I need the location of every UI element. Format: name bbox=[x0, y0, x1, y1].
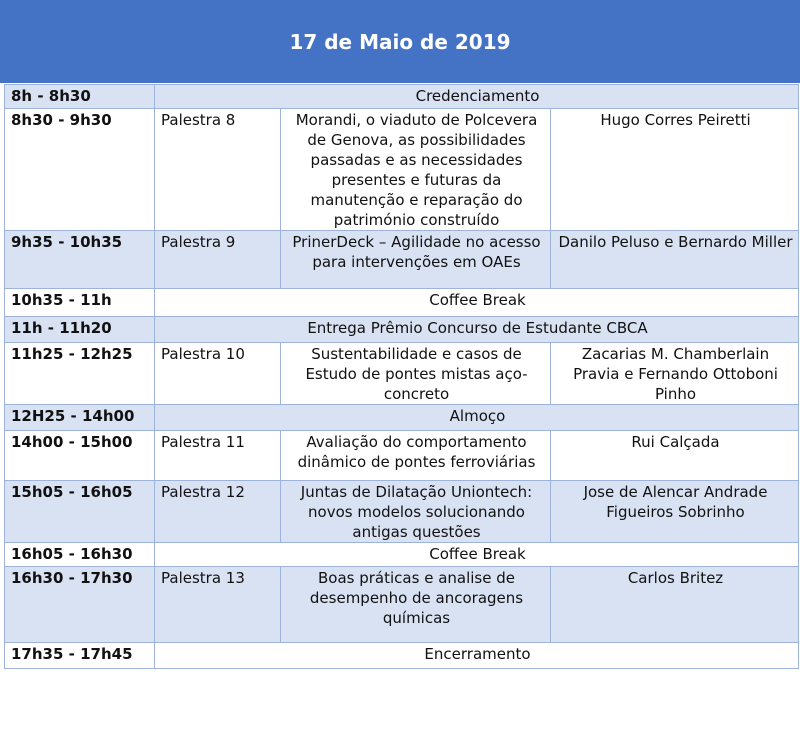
schedule-table bbox=[4, 84, 799, 669]
table-row bbox=[5, 405, 799, 431]
table-row bbox=[5, 643, 799, 669]
event-cell: Credenciamento bbox=[155, 85, 799, 109]
table-row bbox=[5, 543, 799, 567]
speaker-cell: Carlos Britez bbox=[551, 567, 799, 643]
time-cell: 16h30 - 17h30 bbox=[5, 567, 155, 643]
schedule-header bbox=[0, 0, 800, 83]
table-row bbox=[5, 289, 799, 317]
talk-title-cell: Avaliação do comportamento dinâmico de pontes ferroviárias bbox=[281, 431, 551, 481]
talk-title-cell: Juntas de Dilatação Uniontech: novos modelos solucionando antigas questões bbox=[281, 481, 551, 543]
speaker-cell: Jose de Alencar Andrade Figueiros Sobrinho bbox=[551, 481, 799, 543]
time-cell: 8h - 8h30 bbox=[5, 85, 155, 109]
event-cell: Encerramento bbox=[155, 643, 799, 669]
time-cell: 17h35 - 17h45 bbox=[5, 643, 155, 669]
talk-title-cell: Sustentabilidade e casos de Estudo de pontes mistas aço-concreto bbox=[281, 343, 551, 405]
event-cell: Almoço bbox=[155, 405, 799, 431]
table-row bbox=[5, 343, 799, 405]
event-cell: Entrega Prêmio Concurso de Estudante CBCA bbox=[155, 317, 799, 343]
event-cell: Coffee Break bbox=[155, 289, 799, 317]
session-cell: Palestra 11 bbox=[155, 431, 281, 481]
time-cell: 11h - 11h20 bbox=[5, 317, 155, 343]
speaker-cell: Zacarias M. Chamberlain Pravia e Fernando Ottoboni Pinho bbox=[551, 343, 799, 405]
session-cell: Palestra 10 bbox=[155, 343, 281, 405]
table-row bbox=[5, 431, 799, 481]
time-cell: 9h35 - 10h35 bbox=[5, 231, 155, 289]
table-row bbox=[5, 231, 799, 289]
event-cell: Coffee Break bbox=[155, 543, 799, 567]
time-cell: 8h30 - 9h30 bbox=[5, 109, 155, 231]
time-cell: 14h00 - 15h00 bbox=[5, 431, 155, 481]
talk-title-cell: Boas práticas e analise de desempenho de ancoragens químicas bbox=[281, 567, 551, 643]
speaker-cell: Danilo Peluso e Bernardo Miller bbox=[551, 231, 799, 289]
talk-title-cell: Morandi, o viaduto de Polcevera de Genova, as possibilidades passadas e as necessidades presentes e futuras da manutenção e reparação do património construído bbox=[281, 109, 551, 231]
table-row bbox=[5, 109, 799, 231]
time-cell: 16h05 - 16h30 bbox=[5, 543, 155, 567]
speaker-cell: Hugo Corres Peiretti bbox=[551, 109, 799, 231]
session-cell: Palestra 8 bbox=[155, 109, 281, 231]
table-row bbox=[5, 567, 799, 643]
table-row bbox=[5, 481, 799, 543]
talk-title-cell: PrinerDeck – Agilidade no acesso para intervenções em OAEs bbox=[281, 231, 551, 289]
table-row bbox=[5, 85, 799, 109]
table-row bbox=[5, 317, 799, 343]
session-cell: Palestra 9 bbox=[155, 231, 281, 289]
time-cell: 15h05 - 16h05 bbox=[5, 481, 155, 543]
time-cell: 12H25 - 14h00 bbox=[5, 405, 155, 431]
page-title: 17 de Maio de 2019 bbox=[289, 29, 511, 54]
speaker-cell: Rui Calçada bbox=[551, 431, 799, 481]
session-cell: Palestra 13 bbox=[155, 567, 281, 643]
time-cell: 10h35 - 11h bbox=[5, 289, 155, 317]
session-cell: Palestra 12 bbox=[155, 481, 281, 543]
time-cell: 11h25 - 12h25 bbox=[5, 343, 155, 405]
